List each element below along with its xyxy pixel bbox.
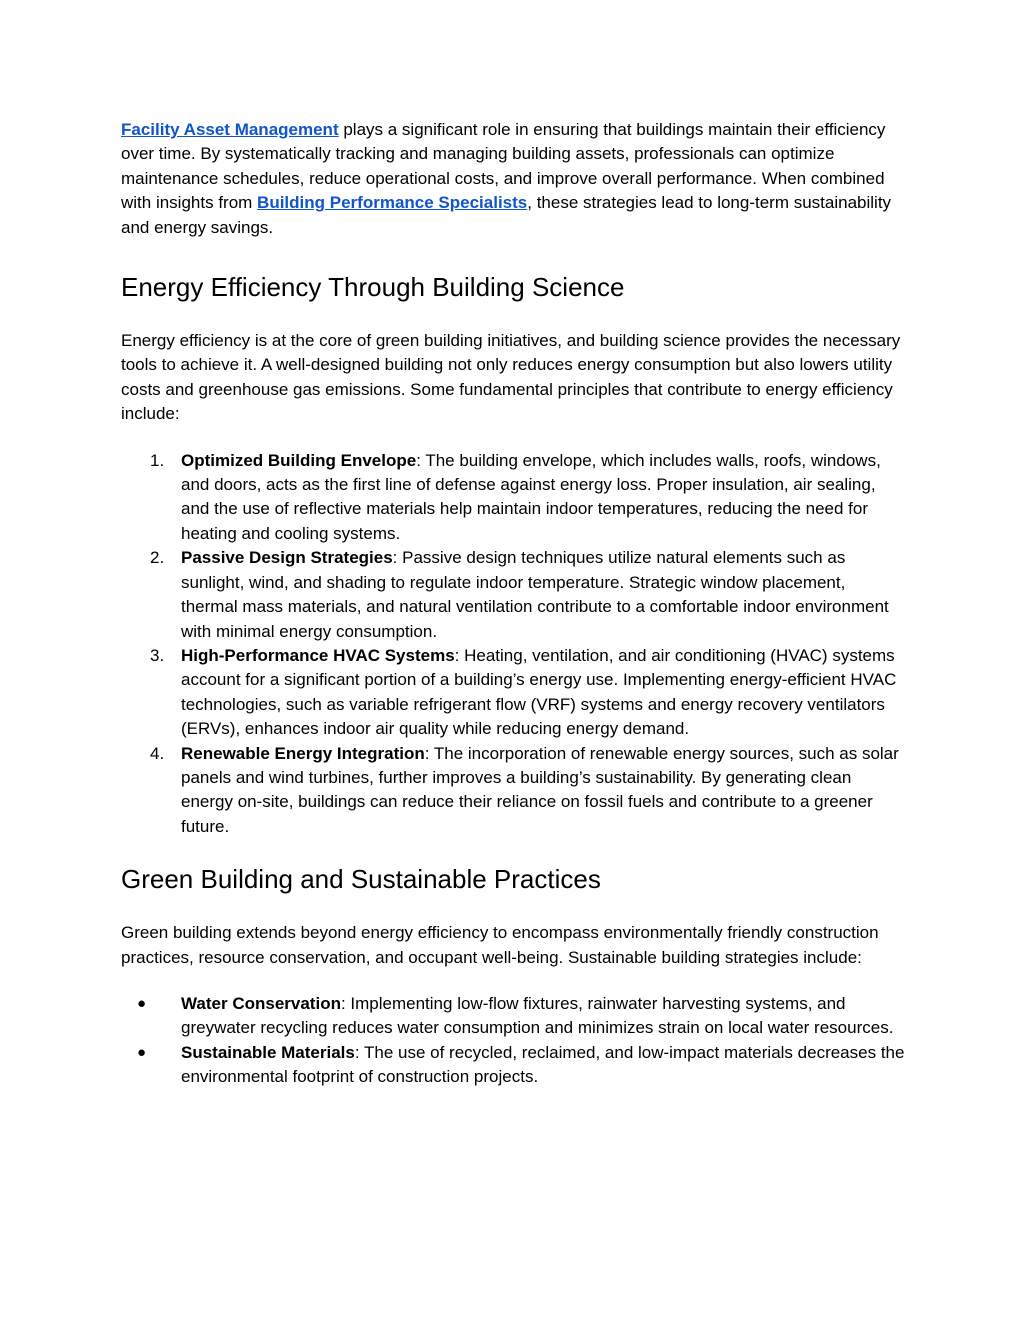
list-item (121, 449, 906, 547)
list-item (121, 1041, 906, 1090)
list-item-title: High-Performance HVAC Systems (181, 645, 455, 665)
list-item-text: : The building envelope, which includes walls, roofs, windows, and doors, acts as the first line of defense against energy loss. Proper insulation, air sealing, and the use of reflective materials help maintain indoor temperatures, reducing the need for heating and cooling systems. (181, 450, 881, 543)
list-item-text: : Implementing low-flow fixtures, rainwater harvesting systems, and greywater recycling reduces water consumption and minimizes strain on local water resources. (181, 993, 894, 1038)
list-number: 4. (150, 743, 165, 763)
intro-text-1: plays a significant role in ensuring that buildings maintain their efficiency over time. By systematically tracking and managing building assets, professionals can optimize maintenance schedules, reduce operational costs, and improve overall performance. When combined with insights from (121, 120, 886, 213)
list-item-title: Renewable Energy Integration (181, 743, 425, 763)
document-page (121, 118, 906, 1090)
bullet-icon: ● (137, 994, 147, 1012)
list-item-text: : The incorporation of renewable energy sources, such as solar panels and wind turbines, further improves a building’s sustainability. By generating clean energy on-site, buildings can reduce their reliance on fossil fuels and contribute to a greener future. (181, 743, 899, 836)
list-item (121, 742, 906, 840)
intro-paragraph (121, 118, 906, 240)
sustainable-strategies-list (121, 992, 906, 1090)
energy-efficiency-paragraph: Energy efficiency is at the core of green building initiatives, and building science provides the necessary tools to achieve it. A well-designed building not only reduces energy consumption but also lowers utility costs and greenhouse gas emissions. Some fundamental principles that contribute to energy efficiency include: (121, 331, 901, 424)
list-item-title: Optimized Building Envelope (181, 450, 417, 470)
list-item-title: Water Conservation (181, 993, 341, 1013)
list-number: 1. (150, 450, 165, 470)
green-building-paragraph: Green building extends beyond energy efficiency to encompass environmentally friendly construction practices, resource conservation, and occupant well-being. Sustainable building strategies include: (121, 923, 879, 967)
list-item (121, 992, 906, 1041)
list-number: 3. (150, 645, 165, 665)
facility-asset-management-link[interactable]: Facility Asset Management (121, 120, 339, 139)
list-item-title: Sustainable Materials (181, 1042, 355, 1062)
energy-principles-list (121, 449, 906, 840)
list-number: 2. (150, 548, 165, 568)
list-item-text: : Passive design techniques utilize natural elements such as sunlight, wind, and shading to regulate indoor temperature. Strategic window placement, thermal mass materials, and natural ventilation contribute to a comfortable indoor environment with minimal energy consumption. (181, 548, 889, 641)
list-item (121, 644, 906, 742)
energy-efficiency-heading: Energy Efficiency Through Building Science (121, 272, 625, 303)
building-performance-specialists-link[interactable]: Building Performance Specialists (257, 193, 528, 213)
bullet-icon: ● (137, 1043, 147, 1061)
list-item-text: : Heating, ventilation, and air conditioning (HVAC) systems account for a significant portion of a building’s energy use. Implementing energy-efficient HVAC technologies, such as variable refrigerant flow (VRF) systems and energy recovery ventilators (ERVs), enhances indoor air quality while reducing energy demand. (181, 645, 897, 739)
list-item (121, 546, 906, 644)
list-item-title: Passive Design Strategies (181, 548, 393, 568)
green-building-heading: Green Building and Sustainable Practices (121, 864, 601, 895)
list-item-text: : The use of recycled, reclaimed, and low-impact materials decreases the environmental footprint of construction projects. (181, 1042, 905, 1087)
intro-text-2: , these strategies lead to long-term sustainability and energy savings. (121, 193, 892, 237)
